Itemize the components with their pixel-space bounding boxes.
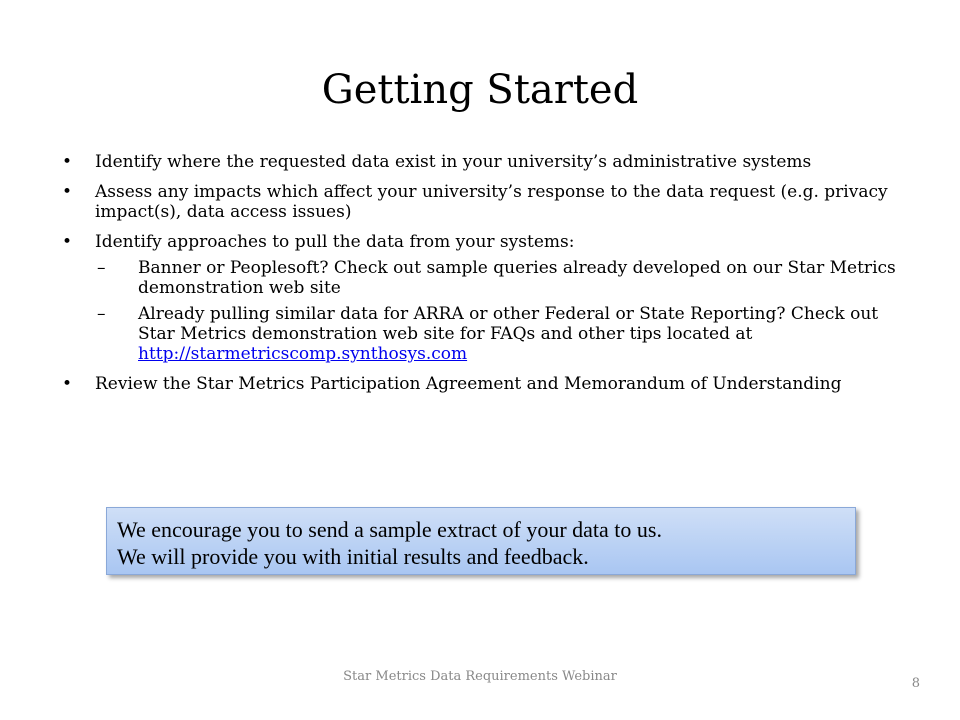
bullet-item	[62, 232, 902, 364]
callout-box	[106, 507, 856, 575]
sub-bullet-item	[95, 258, 902, 298]
bullet-list	[62, 152, 902, 404]
callout-line-2: We will provide you with initial results and feedback.	[117, 544, 589, 569]
footer-text: Star Metrics Data Requirements Webinar	[343, 669, 617, 684]
page-number: 8	[911, 676, 920, 691]
bullet-marker: •	[62, 152, 73, 172]
bullet-text: Identify where the requested data exist in your university’s administrative systems	[95, 152, 812, 172]
bullet-text: Review the Star Metrics Participation Agreement and Memorandum of Understanding	[95, 374, 842, 394]
demo-site-link[interactable]: http://starmetricscomp.synthosys.com	[138, 344, 468, 364]
sub-bullet-text: Already pulling similar data for ARRA or other Federal or State Reporting? Check out Star Metrics demonstration web site for FAQs and other tips located at	[138, 304, 879, 344]
callout-line-1: We encourage you to send a sample extract of your data to us.	[117, 517, 662, 542]
bullet-text: Identify approaches to pull the data from your systems:	[95, 232, 575, 252]
bullet-text: Assess any impacts which affect your university’s response to the data request (e.g. privacy impact(s), data access issues)	[95, 182, 888, 222]
sub-bullet-text: Banner or Peoplesoft? Check out sample queries already developed on our Star Metrics demonstration web site	[138, 258, 896, 298]
bullet-marker: •	[62, 232, 73, 252]
sub-bullet-list	[95, 258, 902, 364]
bullet-item	[62, 374, 902, 394]
bullet-marker: •	[62, 182, 73, 202]
slide-title: Getting Started	[321, 67, 639, 113]
bullet-item	[62, 152, 902, 172]
sub-bullet-item	[95, 304, 902, 364]
bullet-item	[62, 182, 902, 222]
bullet-marker: •	[62, 374, 73, 394]
dash-marker: –	[97, 258, 106, 278]
dash-marker: –	[97, 304, 106, 324]
